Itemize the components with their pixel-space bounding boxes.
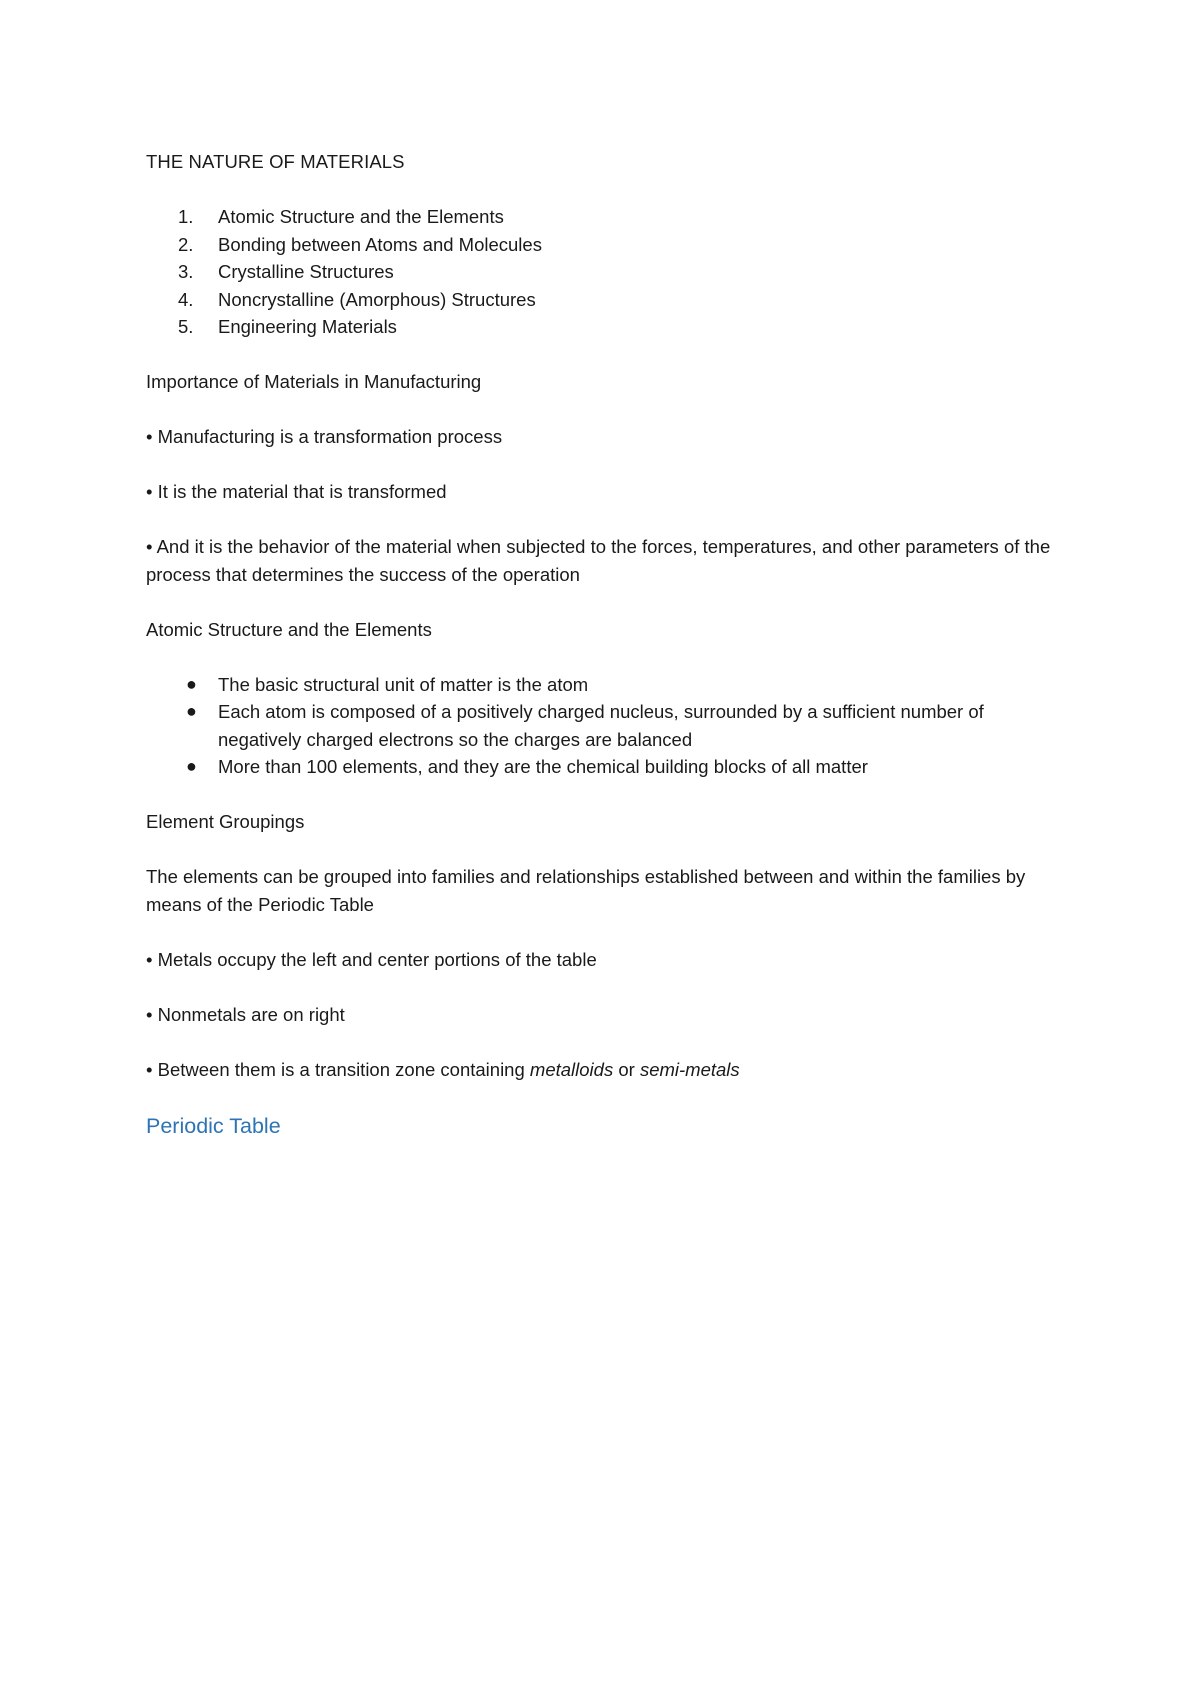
atomic-bullet: ● Each atom is composed of a positively charged nucleus, surrounded by a sufficient number of negatively charged electrons so the charges are balanced xyxy=(146,698,1056,753)
outline-list xyxy=(146,203,1056,341)
importance-bullet: • It is the material that is transformed xyxy=(146,481,447,502)
outline-item: 2. Bonding between Atoms and Molecules xyxy=(178,233,542,255)
outline-item: 1. Atomic Structure and the Elements xyxy=(178,206,504,227)
outline-item: 3. Crystalline Structures xyxy=(178,261,394,282)
atomic-bullet: ● More than 100 elements, and they are the chemical building blocks of all matter xyxy=(146,753,1056,781)
groupings-bullet: • Metals occupy the left and center portions of the table xyxy=(146,948,597,970)
semi-metals-term: semi-metals xyxy=(639,1058,740,1080)
groupings-bullet: • Between them is a transition zone containing metalloids or semi-metals xyxy=(146,1058,740,1080)
atomic-heading: Atomic Structure and the Elements xyxy=(146,618,432,640)
groupings-heading: Element Groupings xyxy=(146,811,305,832)
importance-bullet: • Manufacturing is a transformation process xyxy=(146,426,503,447)
bullet-dot-icon: ● xyxy=(186,673,197,694)
outline-item: 4. Noncrystalline (Amorphous) Structures xyxy=(178,288,536,310)
metalloids-term: metalloids xyxy=(529,1058,614,1080)
groupings-intro: The elements can be grouped into families and relationships established between and within the families by means of the Periodic Table xyxy=(146,866,1026,915)
bullet-dot-icon: ● xyxy=(186,756,197,776)
atomic-bullet: ● The basic structural unit of matter is the atom xyxy=(146,671,1056,699)
bullet-dot-icon: ● xyxy=(186,701,197,721)
importance-heading: Importance of Materials in Manufacturing xyxy=(146,371,482,392)
outline-item: 5. Engineering Materials xyxy=(178,316,397,337)
atomic-bullet-list xyxy=(146,671,1056,781)
document-title: THE NATURE OF MATERIALS xyxy=(146,151,405,172)
document-body xyxy=(146,148,1056,1141)
groupings-bullet: • Nonmetals are on right xyxy=(146,1003,345,1025)
importance-bullet: • And it is the behavior of the material when subjected to the forces, temperatures, and other parameters of the process that determines the success of the operation xyxy=(146,536,1051,585)
periodic-table-heading: Periodic Table xyxy=(146,1113,281,1138)
